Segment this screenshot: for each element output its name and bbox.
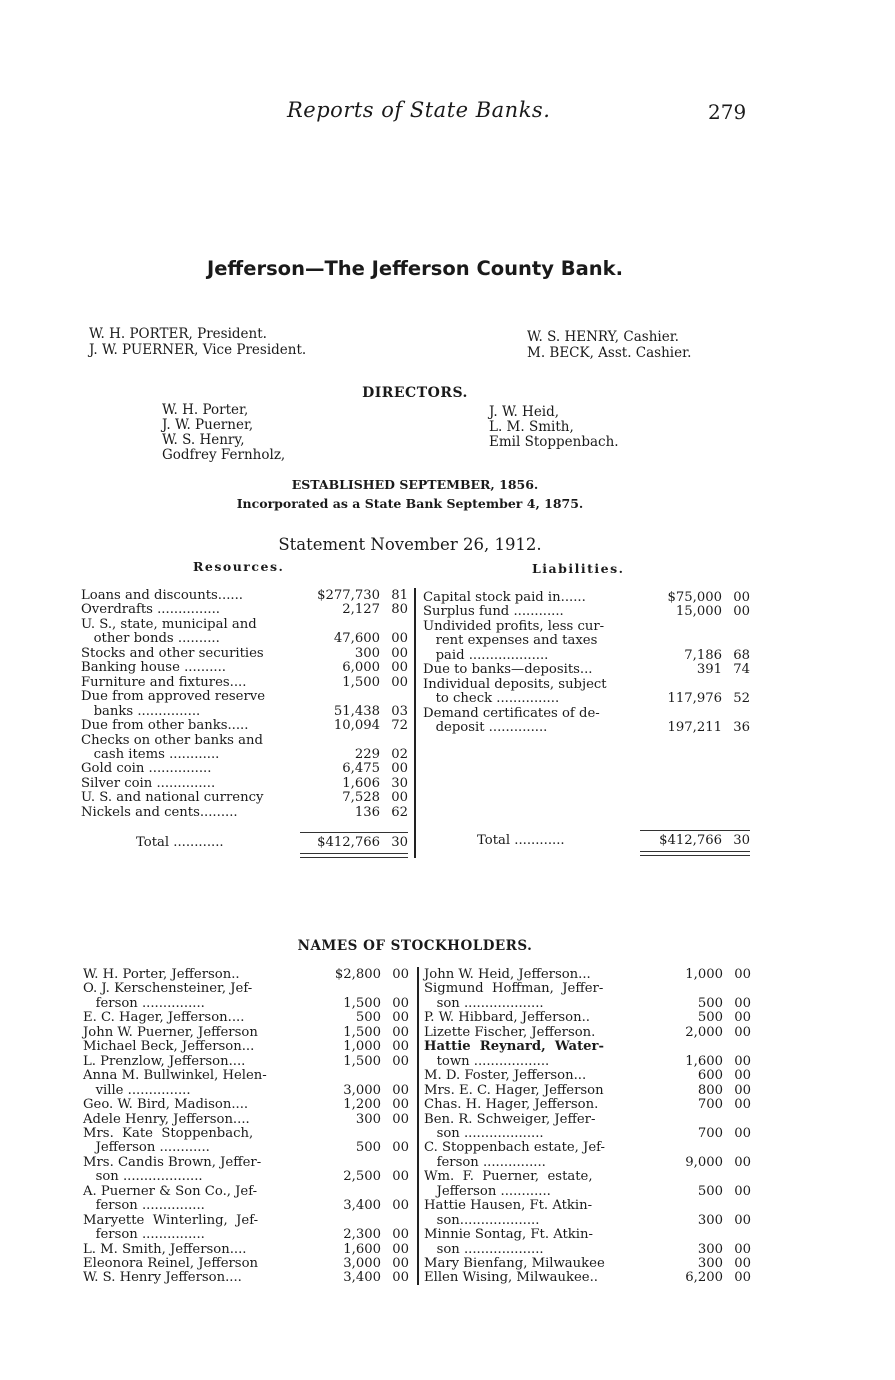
row-dollars: 700 bbox=[697, 1125, 723, 1141]
ledger-row bbox=[83, 1199, 409, 1213]
ledger-row bbox=[81, 661, 408, 675]
ledger-row bbox=[424, 1011, 751, 1025]
directors-heading: DIRECTORS. bbox=[362, 385, 468, 401]
row-label: Chas. H. Hager, Jefferson. bbox=[424, 1097, 599, 1113]
ledger-row bbox=[424, 1243, 751, 1257]
row-label: Individual deposits, subject bbox=[423, 676, 607, 692]
ledger-row bbox=[83, 1011, 409, 1025]
row-label: other bonds .......... bbox=[81, 631, 220, 647]
row-cents: 00 bbox=[392, 1010, 409, 1026]
row-dollars: 1,000 bbox=[685, 967, 723, 982]
liabilities-heading: Liabilities. bbox=[532, 561, 625, 576]
directors-left bbox=[162, 403, 285, 463]
row-label: Wm. F. Puerner, estate, bbox=[424, 1169, 593, 1185]
ledger-row bbox=[83, 1271, 409, 1285]
row-label: Capital stock paid in...... bbox=[423, 590, 586, 605]
row-cents: 30 bbox=[391, 775, 408, 791]
row-label: Jefferson ............ bbox=[83, 1140, 210, 1156]
row-dollars: 300 bbox=[697, 1241, 723, 1257]
row-dollars: 6,200 bbox=[685, 1270, 723, 1286]
row-label: banks ............... bbox=[81, 703, 201, 719]
row-dollars: 7,528 bbox=[342, 790, 380, 806]
row-label: son................... bbox=[424, 1212, 540, 1228]
incorporated-line: Incorporated as a State Bank September 4, 1875. bbox=[236, 496, 584, 511]
total-dollars: $412,766 bbox=[659, 833, 722, 848]
row-cents: 00 bbox=[392, 1039, 409, 1055]
director-name: J. W. Heid, bbox=[489, 404, 560, 420]
row-cents: 00 bbox=[392, 1097, 409, 1113]
ledger-row bbox=[81, 618, 408, 632]
row-label: cash items ............ bbox=[81, 746, 220, 762]
row-label: to check ............... bbox=[423, 691, 560, 707]
ledger-row bbox=[424, 1199, 751, 1213]
ledger-row bbox=[83, 968, 409, 982]
ledger-row bbox=[83, 1185, 409, 1199]
ledger-row bbox=[424, 1185, 751, 1199]
row-label: son ................... bbox=[83, 1169, 203, 1185]
total-label: Total ............ bbox=[477, 833, 565, 848]
row-label: Banking house .......... bbox=[81, 660, 226, 676]
row-cents: 00 bbox=[391, 761, 408, 777]
row-label: E. C. Hager, Jefferson.... bbox=[83, 1010, 245, 1026]
row-label: town .................. bbox=[424, 1053, 550, 1069]
row-label: L. M. Smith, Jefferson.... bbox=[83, 1241, 247, 1257]
row-dollars: 1,500 bbox=[343, 1024, 381, 1040]
officer-president: W. H. PORTER, President. bbox=[89, 326, 267, 342]
row-label: ferson ............... bbox=[83, 1198, 205, 1214]
row-dollars: $277,730 bbox=[317, 588, 380, 603]
ledger-row bbox=[424, 1156, 751, 1170]
ledger-row bbox=[81, 589, 408, 603]
column-divider bbox=[414, 588, 416, 858]
row-dollars: 6,475 bbox=[342, 761, 380, 777]
ledger-row bbox=[83, 1084, 409, 1098]
ledger-row bbox=[423, 663, 750, 677]
double-rule bbox=[640, 851, 750, 852]
row-label: rent expenses and taxes bbox=[423, 633, 598, 649]
row-label: Stocks and other securities bbox=[81, 645, 264, 661]
row-cents: 00 bbox=[392, 995, 409, 1011]
row-cents: 00 bbox=[733, 604, 750, 620]
ledger-row bbox=[83, 1026, 409, 1040]
row-label: John W. Puerner, Jefferson bbox=[83, 1024, 258, 1040]
row-cents: 36 bbox=[733, 720, 750, 736]
row-label: paid ................... bbox=[423, 647, 549, 663]
ledger-row bbox=[83, 1170, 409, 1184]
row-cents: 00 bbox=[392, 1053, 409, 1069]
ledger-row bbox=[81, 791, 408, 805]
row-label: Minnie Sontag, Ft. Atkin- bbox=[424, 1227, 593, 1243]
row-label: Michael Beck, Jefferson... bbox=[83, 1039, 255, 1055]
row-dollars: 2,300 bbox=[343, 1227, 381, 1243]
row-label: Loans and discounts...... bbox=[81, 588, 243, 603]
row-label: Mrs. Candis Brown, Jeffer- bbox=[83, 1154, 262, 1170]
row-cents: 52 bbox=[733, 691, 750, 707]
row-label: W. H. Porter, Jefferson.. bbox=[83, 967, 240, 982]
page-number: 279 bbox=[708, 100, 747, 124]
row-label: L. Prenzlow, Jefferson.... bbox=[83, 1053, 246, 1069]
row-cents: 00 bbox=[391, 790, 408, 806]
row-cents: 00 bbox=[392, 967, 409, 982]
row-cents: 72 bbox=[391, 718, 408, 734]
row-label: Checks on other banks and bbox=[81, 732, 263, 748]
ledger-row bbox=[83, 1127, 409, 1141]
director-name: Emil Stoppenbach. bbox=[489, 434, 619, 450]
row-label: Surplus fund ............ bbox=[423, 604, 564, 620]
row-cents: 00 bbox=[734, 1154, 751, 1170]
row-label: Due from other banks..... bbox=[81, 718, 249, 734]
stockholders-divider bbox=[417, 967, 419, 1285]
row-label: Mary Bienfang, Milwaukee bbox=[424, 1256, 605, 1271]
ledger-row bbox=[424, 1098, 751, 1112]
ledger-row bbox=[424, 968, 751, 982]
row-dollars: 500 bbox=[355, 1140, 381, 1156]
row-label: Geo. W. Bird, Madison.... bbox=[83, 1097, 249, 1113]
row-cents: 00 bbox=[734, 1082, 751, 1098]
row-dollars: 300 bbox=[697, 1256, 723, 1271]
total-cents: 30 bbox=[391, 835, 408, 850]
row-label: Due from approved reserve bbox=[81, 689, 266, 705]
row-cents: 62 bbox=[391, 804, 408, 820]
total-label: Total ............ bbox=[136, 835, 224, 850]
ledger-row bbox=[424, 1084, 751, 1098]
row-label: Hattie Reynard, Water- bbox=[424, 1039, 604, 1055]
row-label: Adele Henry, Jefferson.... bbox=[83, 1111, 250, 1127]
double-rule bbox=[300, 857, 408, 858]
officer-asst-cashier: M. BECK, Asst. Cashier. bbox=[527, 345, 692, 361]
row-dollars: 1,000 bbox=[343, 1039, 381, 1055]
row-cents: 00 bbox=[734, 1024, 751, 1040]
row-label: Ellen Wising, Milwaukee.. bbox=[424, 1270, 598, 1286]
row-cents: 00 bbox=[734, 967, 751, 982]
row-label: ferson ............... bbox=[83, 1227, 205, 1243]
row-label: ferson ............... bbox=[424, 1154, 546, 1170]
total-row bbox=[136, 836, 408, 850]
row-label: Jefferson ............ bbox=[424, 1183, 551, 1199]
row-dollars: 7,186 bbox=[684, 647, 722, 663]
row-cents: 00 bbox=[392, 1198, 409, 1214]
row-label: Eleonora Reinel, Jefferson bbox=[83, 1256, 258, 1271]
ledger-row bbox=[424, 1069, 751, 1083]
row-dollars: 391 bbox=[696, 662, 722, 678]
row-dollars: 500 bbox=[355, 1010, 381, 1026]
row-dollars: 300 bbox=[355, 1111, 381, 1127]
row-cents: 00 bbox=[392, 1256, 409, 1271]
row-cents: 00 bbox=[734, 1068, 751, 1084]
row-dollars: 136 bbox=[354, 804, 380, 820]
row-dollars: 1,600 bbox=[685, 1053, 723, 1069]
ledger-row bbox=[424, 1127, 751, 1141]
director-name: J. W. Puerner, bbox=[162, 417, 254, 433]
row-dollars: 600 bbox=[697, 1068, 723, 1084]
ledger-row bbox=[83, 1156, 409, 1170]
row-cents: 00 bbox=[734, 1125, 751, 1141]
ledger-row bbox=[424, 982, 751, 996]
row-dollars: 229 bbox=[354, 746, 380, 762]
director-name: Godfrey Fernholz, bbox=[162, 447, 286, 463]
row-label: son ................... bbox=[424, 995, 544, 1011]
ledger-row bbox=[81, 762, 408, 776]
row-dollars: 47,600 bbox=[333, 631, 380, 647]
row-dollars: 2,500 bbox=[343, 1169, 381, 1185]
ledger-row bbox=[424, 1141, 751, 1155]
row-dollars: 2,127 bbox=[342, 602, 380, 618]
row-label: Nickels and cents......... bbox=[81, 804, 238, 820]
row-dollars: $75,000 bbox=[667, 590, 722, 605]
statement-title: Statement November 26, 1912. bbox=[278, 535, 542, 554]
row-cents: 80 bbox=[391, 602, 408, 618]
row-label: Mrs. E. C. Hager, Jefferson bbox=[424, 1082, 604, 1098]
total-dollars: $412,766 bbox=[317, 835, 380, 850]
row-dollars: 1,500 bbox=[343, 995, 381, 1011]
ledger-row bbox=[424, 1271, 751, 1285]
row-cents: 81 bbox=[391, 588, 408, 603]
ledger-row bbox=[81, 748, 408, 762]
established-line: ESTABLISHED SEPTEMBER, 1856. bbox=[291, 477, 539, 492]
row-dollars: 10,094 bbox=[333, 718, 380, 734]
row-label: John W. Heid, Jefferson... bbox=[424, 967, 591, 982]
ledger-row bbox=[83, 1069, 409, 1083]
ledger-row bbox=[423, 591, 750, 605]
row-label: son ................... bbox=[424, 1125, 544, 1141]
ledger-row bbox=[83, 1113, 409, 1127]
total-row bbox=[477, 834, 750, 848]
total-cents: 30 bbox=[733, 833, 750, 848]
row-cents: 00 bbox=[734, 1097, 751, 1113]
ledger-row bbox=[423, 721, 750, 735]
double-rule bbox=[640, 855, 750, 856]
row-dollars: 500 bbox=[697, 995, 723, 1011]
row-label: Furniture and fixtures.... bbox=[81, 674, 247, 690]
ledger-row bbox=[83, 982, 409, 996]
row-label: Anna M. Bullwinkel, Helen- bbox=[83, 1068, 267, 1084]
row-dollars: 3,000 bbox=[343, 1256, 381, 1271]
ledger-row bbox=[81, 719, 408, 733]
officers-left bbox=[89, 326, 306, 358]
row-label: Sigmund Hoffman, Jeffer- bbox=[424, 981, 604, 997]
director-name: W. H. Porter, bbox=[162, 402, 249, 418]
row-label: deposit .............. bbox=[423, 720, 548, 736]
row-dollars: 2,000 bbox=[685, 1024, 723, 1040]
ledger-row bbox=[423, 707, 750, 721]
total-rule bbox=[640, 830, 750, 831]
ledger-row bbox=[83, 1243, 409, 1257]
row-cents: 00 bbox=[734, 1053, 751, 1069]
row-label: Ben. R. Schweiger, Jeffer- bbox=[424, 1111, 596, 1127]
row-label: U. S., state, municipal and bbox=[81, 616, 257, 632]
directors-right bbox=[489, 405, 619, 450]
row-label: ville ............... bbox=[83, 1082, 191, 1098]
ledger-row bbox=[424, 1257, 751, 1271]
ledger-row bbox=[81, 603, 408, 617]
ledger-row bbox=[424, 1040, 751, 1054]
officer-vice-president: J. W. PUERNER, Vice President. bbox=[89, 342, 307, 358]
row-cents: 74 bbox=[733, 662, 750, 678]
row-cents: 03 bbox=[391, 703, 408, 719]
row-dollars: 300 bbox=[354, 645, 380, 661]
stockholders-heading: NAMES OF STOCKHOLDERS. bbox=[297, 938, 533, 954]
director-name: L. M. Smith, bbox=[489, 419, 574, 435]
ledger-row bbox=[83, 1228, 409, 1242]
ledger-row bbox=[423, 620, 750, 634]
ledger-row bbox=[424, 1113, 751, 1127]
row-label: ferson ............... bbox=[83, 995, 205, 1011]
ledger-row bbox=[423, 678, 750, 692]
row-dollars: 800 bbox=[697, 1082, 723, 1098]
director-name: W. S. Henry, bbox=[162, 432, 245, 448]
row-dollars: 1,500 bbox=[343, 1053, 381, 1069]
double-rule bbox=[300, 853, 408, 854]
row-label: Silver coin .............. bbox=[81, 775, 216, 791]
row-cents: 00 bbox=[391, 674, 408, 690]
ledger-row bbox=[83, 997, 409, 1011]
row-label: C. Stoppenbach estate, Jef- bbox=[424, 1140, 606, 1156]
row-label: P. W. Hibbard, Jefferson.. bbox=[424, 1010, 590, 1026]
row-label: O. J. Kerschensteiner, Jef- bbox=[83, 981, 253, 997]
row-cents: 00 bbox=[392, 1270, 409, 1286]
row-label: son ................... bbox=[424, 1241, 544, 1257]
ledger-row bbox=[81, 705, 408, 719]
row-cents: 00 bbox=[734, 1010, 751, 1026]
ledger-row bbox=[423, 605, 750, 619]
row-label: Maryette Winterling, Jef- bbox=[83, 1212, 259, 1228]
row-dollars: 300 bbox=[697, 1212, 723, 1228]
row-cents: 00 bbox=[734, 1270, 751, 1286]
row-label: Gold coin ............... bbox=[81, 761, 212, 777]
row-label: Lizette Fischer, Jefferson. bbox=[424, 1024, 596, 1040]
row-cents: 00 bbox=[392, 1227, 409, 1243]
row-dollars: 15,000 bbox=[675, 604, 722, 620]
running-title: Reports of State Banks. bbox=[287, 98, 551, 122]
ledger-row bbox=[81, 647, 408, 661]
row-cents: 00 bbox=[392, 1082, 409, 1098]
ledger-row bbox=[81, 734, 408, 748]
ledger-row bbox=[81, 806, 408, 820]
row-label: Due to banks—deposits... bbox=[423, 662, 593, 678]
row-cents: 02 bbox=[391, 746, 408, 762]
row-cents: 00 bbox=[392, 1241, 409, 1257]
row-cents: 00 bbox=[734, 1256, 751, 1271]
row-dollars: 117,976 bbox=[667, 691, 722, 707]
row-dollars: 1,600 bbox=[343, 1241, 381, 1257]
row-dollars: 500 bbox=[697, 1183, 723, 1199]
row-label: Undivided profits, less cur- bbox=[423, 618, 605, 634]
row-label: M. D. Foster, Jefferson... bbox=[424, 1068, 587, 1084]
row-dollars: 3,400 bbox=[343, 1198, 381, 1214]
row-dollars: 1,500 bbox=[342, 674, 380, 690]
row-label: Hattie Hausen, Ft. Atkin- bbox=[424, 1198, 593, 1214]
row-dollars: 1,606 bbox=[342, 775, 380, 791]
row-label: Demand certificates of de- bbox=[423, 705, 600, 721]
row-label: A. Puerner & Son Co., Jef- bbox=[83, 1183, 258, 1199]
ledger-row bbox=[83, 1040, 409, 1054]
row-dollars: 3,400 bbox=[343, 1270, 381, 1286]
row-dollars: 700 bbox=[697, 1097, 723, 1113]
row-cents: 00 bbox=[391, 631, 408, 647]
ledger-row bbox=[83, 1257, 409, 1271]
row-dollars: 3,000 bbox=[343, 1082, 381, 1098]
ledger-row bbox=[424, 1026, 751, 1040]
row-label: U. S. and national currency bbox=[81, 790, 264, 806]
ledger-row bbox=[423, 634, 750, 648]
total-rule bbox=[300, 832, 408, 833]
ledger-row bbox=[424, 1170, 751, 1184]
row-label: Mrs. Kate Stoppenbach, bbox=[83, 1125, 254, 1141]
row-cents: 00 bbox=[734, 995, 751, 1011]
ledger-row bbox=[424, 1228, 751, 1242]
row-cents: 68 bbox=[733, 647, 750, 663]
row-dollars: 9,000 bbox=[685, 1154, 723, 1170]
row-cents: 00 bbox=[734, 1212, 751, 1228]
officer-cashier: W. S. HENRY, Cashier. bbox=[527, 329, 679, 345]
row-cents: 00 bbox=[391, 660, 408, 676]
row-dollars: 6,000 bbox=[342, 660, 380, 676]
row-label: Overdrafts ............... bbox=[81, 602, 220, 618]
ledger-row bbox=[423, 649, 750, 663]
row-cents: 00 bbox=[733, 590, 750, 605]
ledger-row bbox=[83, 1098, 409, 1112]
ledger-row bbox=[424, 1055, 751, 1069]
row-cents: 00 bbox=[392, 1111, 409, 1127]
bank-title: Jefferson—The Jefferson County Bank. bbox=[206, 257, 624, 280]
row-cents: 00 bbox=[392, 1169, 409, 1185]
ledger-row bbox=[81, 676, 408, 690]
ledger-row bbox=[81, 777, 408, 791]
row-dollars: 1,200 bbox=[343, 1097, 381, 1113]
row-label: W. S. Henry Jefferson.... bbox=[83, 1270, 242, 1286]
row-dollars: 51,438 bbox=[333, 703, 380, 719]
row-dollars: 197,211 bbox=[667, 720, 722, 736]
resources-heading: Resources. bbox=[193, 559, 285, 574]
row-cents: 00 bbox=[734, 1183, 751, 1199]
row-cents: 00 bbox=[391, 645, 408, 661]
row-cents: 00 bbox=[734, 1241, 751, 1257]
ledger-row bbox=[83, 1055, 409, 1069]
ledger-row bbox=[81, 632, 408, 646]
row-dollars: $2,800 bbox=[334, 967, 381, 982]
ledger-row bbox=[424, 997, 751, 1011]
ledger-row bbox=[83, 1141, 409, 1155]
ledger-row bbox=[423, 692, 750, 706]
row-cents: 00 bbox=[392, 1140, 409, 1156]
ledger-row bbox=[424, 1214, 751, 1228]
officers-right bbox=[527, 329, 691, 361]
row-cents: 00 bbox=[392, 1024, 409, 1040]
row-dollars: 500 bbox=[697, 1010, 723, 1026]
ledger-row bbox=[83, 1214, 409, 1228]
ledger-row bbox=[81, 690, 408, 704]
